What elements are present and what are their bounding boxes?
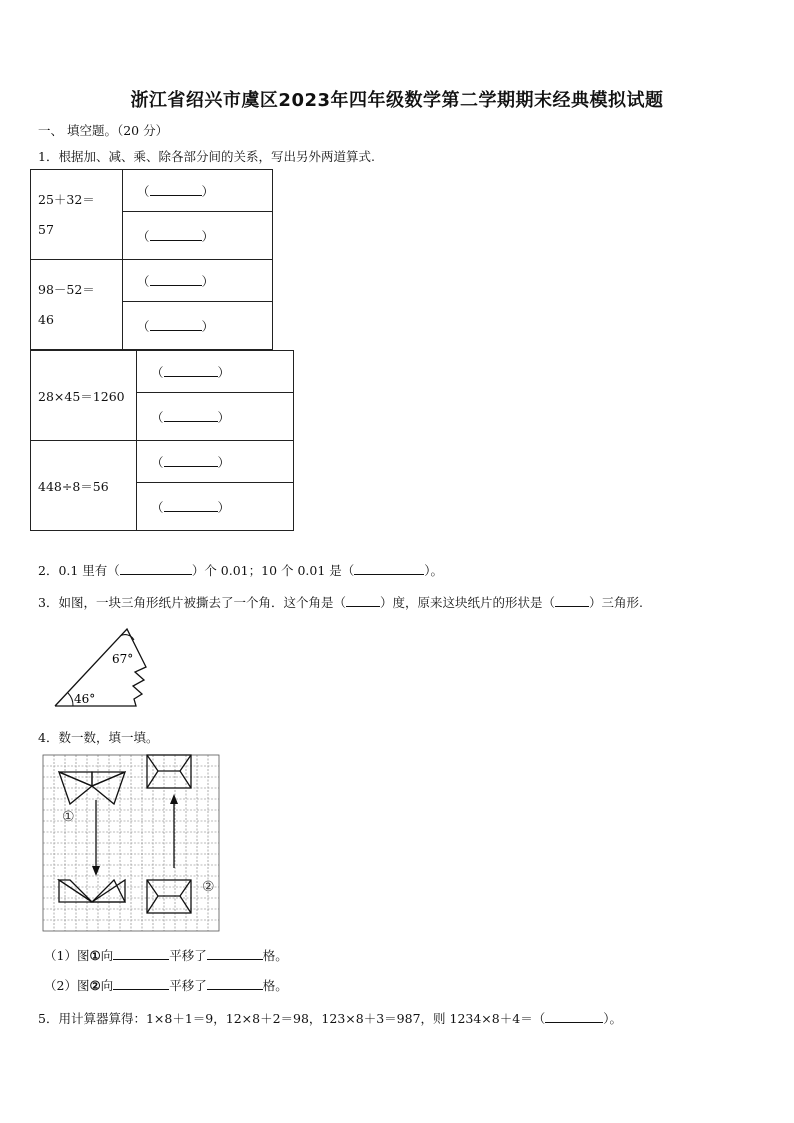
figure-1-label: ① [62,809,75,825]
answer-blank[interactable] [354,562,424,575]
q4-sub2: （2）图②向 平移了 格。 [44,978,288,993]
translation-grid-figure [40,752,222,934]
torn-triangle-figure [50,624,160,710]
answer-blank[interactable] [164,409,218,422]
figure-2-label: ② [202,879,215,895]
q1-expression-cell [31,260,123,350]
q1-answer-cell[interactable]: （ ） [123,170,273,212]
q1-answer-cell[interactable]: （ ） [123,302,273,350]
answer-blank[interactable] [164,454,218,467]
answer-blank[interactable] [207,977,263,990]
answer-blank[interactable] [113,977,169,990]
q1-table-b [30,350,294,531]
answer-blank[interactable] [545,1010,603,1023]
answer-blank[interactable] [150,183,202,196]
answer-blank[interactable] [113,947,169,960]
answer-blank[interactable] [150,273,202,286]
q1-expr-line1: 28×45＝1260 [38,388,125,404]
q1-answer-cell[interactable]: （ ） [123,212,273,260]
answer-blank[interactable] [555,594,589,607]
q1-expr-line1: 98－52＝ [38,281,95,297]
q4-sub1: （1）图①向 平移了 格。 [44,948,288,963]
angle-46-label: 46° [74,692,96,706]
answer-blank[interactable] [150,228,202,241]
answer-blank[interactable] [207,947,263,960]
page-title: 浙江省绍兴市虞区2023年四年级数学第二学期期末经典模拟试题 [130,90,664,111]
q1-expression-cell [31,170,123,260]
section-heading: 一、 填空题。（20 分） [38,123,169,138]
answer-blank[interactable] [164,364,218,377]
q3-text: 3．如图，一块三角形纸片被撕去了一个角．这个角是（ ）度，原来这块纸片的形状是（ ）三角形. [38,595,643,610]
q1-answer-cell[interactable]: （ ） [137,393,294,441]
q5-text: 5．用计算器算得：1×8＋1＝9，12×8＋2＝98，123×8＋3＝987，则 1234×8＋4＝（ ）。 [38,1011,622,1026]
q1-expr-line2: 57 [38,221,54,237]
q1-expression-cell [31,441,137,531]
q1-answer-cell[interactable]: （ ） [123,260,273,302]
q1-answer-cell[interactable]: （ ） [137,483,294,531]
q1-stem: 1．根据加、减、乘、除各部分间的关系，写出另外两道算式. [38,149,375,164]
q1-expr-line2: 46 [38,311,54,327]
q1-expression-cell [31,351,137,441]
q2-text: 2．0.1 里有（ ）个 0.01；10 个 0.01 是（ ）。 [38,563,444,578]
angle-67-label: 67° [112,652,134,666]
q1-answer-cell[interactable]: （ ） [137,441,294,483]
answer-blank[interactable] [346,594,380,607]
answer-blank[interactable] [150,318,202,331]
answer-blank[interactable] [120,562,192,575]
q1-answer-cell[interactable]: （ ） [137,351,294,393]
q1-table-a [30,169,273,350]
arrow-down-icon [92,866,100,876]
q1-expr-line1: 25＋32＝ [38,191,95,207]
q4-stem: 4．数一数，填一填。 [38,730,159,745]
answer-blank[interactable] [164,499,218,512]
q1-expr-line1: 448÷8＝56 [38,478,109,494]
